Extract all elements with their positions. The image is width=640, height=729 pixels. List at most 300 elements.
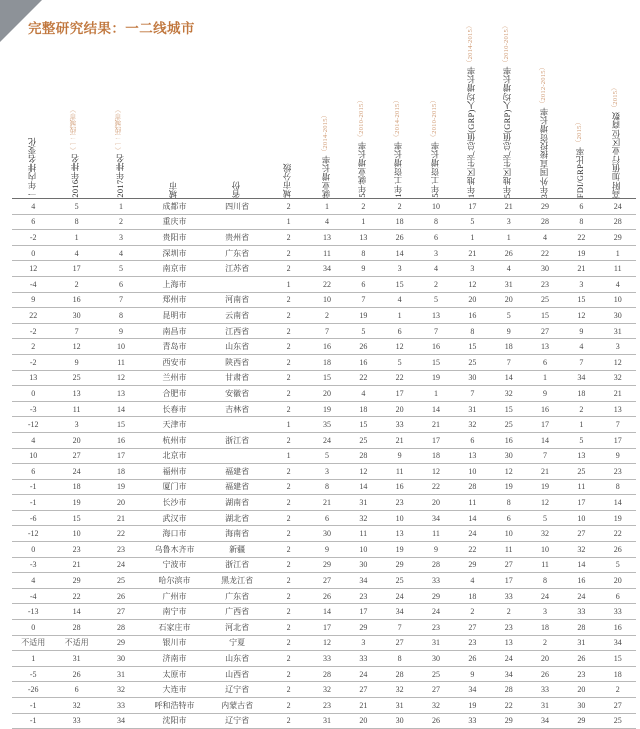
cell-city: 南昌市 [143, 323, 206, 339]
cell-rank_change: -1 [12, 479, 54, 495]
column-header-label: 城市分级 [283, 163, 293, 198]
cell-tier: 2 [268, 557, 308, 573]
cell-grp_pc_5y: 32 [491, 386, 527, 402]
cell-hv_lq: 31 [600, 323, 636, 339]
cell-tier: 2 [268, 479, 308, 495]
cell-hv_lq: 24 [600, 199, 636, 215]
cell-wage_1y: 2 [382, 199, 418, 215]
cell-rank_2017: 29 [99, 635, 143, 651]
cell-rank_change: -4 [12, 276, 54, 292]
cell-province: 浙江省 [206, 432, 269, 448]
cell-fdi_grp: 16 [563, 573, 599, 589]
cell-grp_pc_5y: 24 [491, 651, 527, 667]
cell-rank_change: -5 [12, 666, 54, 682]
cell-rank_2016: 16 [54, 292, 98, 308]
column-header-period: （2012-2015） [539, 62, 547, 107]
cell-province: 河北省 [206, 620, 269, 636]
cell-wage_1y: 20 [382, 401, 418, 417]
cell-grp_pc_1y: 11 [454, 495, 490, 511]
column-header-city[interactable] [143, 50, 206, 199]
cell-rank_2016: 6 [54, 682, 98, 698]
cell-wage_5y: 10 [418, 199, 454, 215]
cell-grp_pc_5y: 2 [491, 604, 527, 620]
cell-rank_2017: 1 [99, 199, 143, 215]
cell-hv_lq: 15 [600, 651, 636, 667]
cell-emp_1y: 4 [309, 214, 345, 230]
table-row[interactable] [12, 651, 636, 667]
cell-province: 广东省 [206, 588, 269, 604]
cell-fdi_grp: 3 [563, 276, 599, 292]
cell-grp_pc_5y: 18 [491, 339, 527, 355]
cell-fdi_3y: 25 [527, 292, 563, 308]
cell-rank_change: -1 [12, 713, 54, 729]
cell-tier: 2 [268, 510, 308, 526]
table-row[interactable] [12, 339, 636, 355]
column-header-label: 5年工资增长率 [430, 141, 440, 198]
cell-fdi_3y: 22 [527, 245, 563, 261]
cell-province: 吉林省 [206, 401, 269, 417]
cell-rank_2017: 10 [99, 339, 143, 355]
cell-grp_pc_5y: 34 [491, 666, 527, 682]
cell-grp_pc_1y: 30 [454, 370, 490, 386]
table-row[interactable] [12, 604, 636, 620]
cell-tier: 1 [268, 214, 308, 230]
cell-rank_change: 12 [12, 261, 54, 277]
cell-emp_5y: 17 [345, 604, 381, 620]
column-header-label: 1年地区生产总值(GRP)人均增长率 [466, 65, 476, 198]
table-row[interactable] [12, 542, 636, 558]
cell-tier: 2 [268, 354, 308, 370]
table-row[interactable] [12, 713, 636, 729]
cell-tier: 2 [268, 635, 308, 651]
table-row[interactable] [12, 526, 636, 542]
table-row[interactable] [12, 276, 636, 292]
column-header-emp_5y[interactable] [345, 50, 381, 199]
cell-rank_change: 4 [12, 432, 54, 448]
column-header-wage_5y[interactable] [418, 50, 454, 199]
cell-rank_2017: 28 [99, 620, 143, 636]
column-header-fdi_3y[interactable] [527, 50, 563, 199]
cell-province: 山西省 [206, 666, 269, 682]
cell-emp_5y: 20 [345, 713, 381, 729]
cell-fdi_grp: 21 [563, 261, 599, 277]
cell-rank_2016: 17 [54, 261, 98, 277]
cell-city: 贵阳市 [143, 230, 206, 246]
cell-tier: 2 [268, 666, 308, 682]
cell-rank_change: 0 [12, 245, 54, 261]
cell-tier: 2 [268, 620, 308, 636]
cell-rank_2017: 4 [99, 245, 143, 261]
cell-grp_pc_1y: 10 [454, 464, 490, 480]
cell-tier: 1 [268, 276, 308, 292]
column-header-hv_lq[interactable] [600, 50, 636, 199]
cell-fdi_3y: 17 [527, 417, 563, 433]
cell-rank_2016: 19 [54, 495, 98, 511]
cell-rank_change: 0 [12, 386, 54, 402]
cell-hv_lq: 25 [600, 713, 636, 729]
cell-rank_2017: 25 [99, 573, 143, 589]
cell-grp_pc_1y: 20 [454, 292, 490, 308]
column-header-province[interactable] [206, 50, 269, 199]
column-header-fdi_grp[interactable] [563, 50, 599, 199]
cell-fdi_3y: 32 [527, 526, 563, 542]
cell-wage_1y: 27 [382, 635, 418, 651]
column-header-label: 5年就业增长率 [357, 141, 367, 198]
cell-emp_5y: 13 [345, 230, 381, 246]
cell-grp_pc_5y: 10 [491, 526, 527, 542]
table-row[interactable] [12, 588, 636, 604]
cell-tier: 2 [268, 339, 308, 355]
cell-wage_5y: 8 [418, 214, 454, 230]
cell-grp_pc_5y: 28 [491, 682, 527, 698]
cell-fdi_grp: 33 [563, 604, 599, 620]
cell-rank_change: 1 [12, 651, 54, 667]
table-row[interactable] [12, 323, 636, 339]
cell-emp_1y: 10 [309, 292, 345, 308]
column-header-emp_1y[interactable] [309, 50, 345, 199]
table-row[interactable] [12, 573, 636, 589]
cell-rank_2016: 7 [54, 323, 98, 339]
cell-province: 甘肃省 [206, 370, 269, 386]
column-header-label: 高附加值行业区位商数 [612, 111, 622, 198]
cell-city: 北京市 [143, 448, 206, 464]
cell-wage_1y: 16 [382, 479, 418, 495]
cell-city: 南京市 [143, 261, 206, 277]
cell-emp_5y: 31 [345, 495, 381, 511]
cell-emp_1y: 15 [309, 370, 345, 386]
column-header-tier[interactable] [268, 50, 308, 199]
cell-rank_2017: 11 [99, 354, 143, 370]
cell-fdi_grp: 1 [563, 417, 599, 433]
column-header-period: （2010-2015） [503, 21, 511, 66]
cell-emp_5y: 5 [345, 323, 381, 339]
cell-fdi_grp: 18 [563, 386, 599, 402]
cell-wage_5y: 5 [418, 292, 454, 308]
table-row[interactable] [12, 261, 636, 277]
column-header-rank_change[interactable] [12, 50, 54, 199]
cell-hv_lq: 3 [600, 339, 636, 355]
cell-grp_pc_5y: 15 [491, 401, 527, 417]
table-row[interactable] [12, 620, 636, 636]
cell-emp_5y: 30 [345, 557, 381, 573]
cell-rank_2016: 不适用 [54, 635, 98, 651]
cell-fdi_3y: 14 [527, 432, 563, 448]
cell-wage_1y: 17 [382, 386, 418, 402]
cell-hv_lq: 9 [600, 448, 636, 464]
table-row[interactable] [12, 354, 636, 370]
cell-rank_2016: 22 [54, 588, 98, 604]
column-header-period: （一二线城市） [115, 106, 123, 154]
cell-emp_1y: 9 [309, 542, 345, 558]
cell-city: 深圳市 [143, 245, 206, 261]
cell-fdi_grp: 30 [563, 698, 599, 714]
cell-rank_2016: 14 [54, 604, 98, 620]
cell-grp_pc_1y: 18 [454, 588, 490, 604]
cell-rank_2017: 26 [99, 588, 143, 604]
cell-emp_1y: 18 [309, 354, 345, 370]
cell-emp_5y: 11 [345, 526, 381, 542]
column-header-label: 2016年排名 [71, 153, 81, 198]
cell-emp_1y: 23 [309, 698, 345, 714]
table-row[interactable] [12, 308, 636, 324]
cell-wage_5y: 25 [418, 666, 454, 682]
cell-emp_5y: 23 [345, 588, 381, 604]
table-row[interactable] [12, 682, 636, 698]
cell-rank_2016: 18 [54, 479, 98, 495]
table-row[interactable] [12, 464, 636, 480]
cell-rank_change: 0 [12, 542, 54, 558]
table-row[interactable] [12, 214, 636, 230]
cell-wage_1y: 13 [382, 526, 418, 542]
cell-emp_1y: 32 [309, 682, 345, 698]
column-header-wage_1y[interactable] [382, 50, 418, 199]
cell-grp_pc_1y: 6 [454, 432, 490, 448]
cell-grp_pc_5y: 14 [491, 370, 527, 386]
cell-grp_pc_1y: 7 [454, 386, 490, 402]
cell-emp_5y: 27 [345, 682, 381, 698]
cell-grp_pc_5y: 20 [491, 292, 527, 308]
cell-emp_5y: 34 [345, 573, 381, 589]
cell-province: 山东省 [206, 339, 269, 355]
cell-grp_pc_1y: 31 [454, 401, 490, 417]
cell-rank_2017: 32 [99, 682, 143, 698]
table-row[interactable] [12, 698, 636, 714]
table-row[interactable] [12, 230, 636, 246]
cell-wage_5y: 26 [418, 713, 454, 729]
cell-rank_2016: 31 [54, 651, 98, 667]
cell-grp_pc_1y: 29 [454, 557, 490, 573]
table-row[interactable] [12, 495, 636, 511]
cell-tier: 2 [268, 526, 308, 542]
cell-fdi_3y: 9 [527, 386, 563, 402]
cell-city: 厦门市 [143, 479, 206, 495]
cell-province: 黑龙江省 [206, 573, 269, 589]
cell-grp_pc_5y: 1 [491, 230, 527, 246]
column-header-period: （2014-2015） [394, 97, 402, 142]
cell-fdi_3y: 1 [527, 370, 563, 386]
cell-rank_2017: 18 [99, 464, 143, 480]
table-row[interactable] [12, 479, 636, 495]
column-header-rank_2016[interactable] [54, 50, 98, 199]
cell-fdi_3y: 8 [527, 573, 563, 589]
cell-hv_lq: 21 [600, 386, 636, 402]
table-row[interactable] [12, 292, 636, 308]
cell-city: 杭州市 [143, 432, 206, 448]
cell-grp_pc_5y: 23 [491, 620, 527, 636]
cell-fdi_grp: 2 [563, 401, 599, 417]
column-header-label: 城市 [169, 180, 179, 198]
cell-rank_2016: 4 [54, 245, 98, 261]
cell-fdi_3y: 31 [527, 698, 563, 714]
table-header-row [12, 50, 636, 199]
column-header-period: （一二线城市） [71, 106, 79, 154]
cell-grp_pc_1y: 19 [454, 698, 490, 714]
cell-hv_lq: 18 [600, 666, 636, 682]
cell-rank_change: -6 [12, 510, 54, 526]
cell-tier: 2 [268, 588, 308, 604]
cell-rank_2017: 20 [99, 495, 143, 511]
cell-emp_5y: 14 [345, 479, 381, 495]
cell-hv_lq: 6 [600, 588, 636, 604]
cell-hv_lq: 12 [600, 354, 636, 370]
cell-grp_pc_5y: 9 [491, 323, 527, 339]
cell-fdi_3y: 4 [527, 230, 563, 246]
cell-wage_1y: 32 [382, 682, 418, 698]
cell-fdi_3y: 16 [527, 401, 563, 417]
cell-rank_2017: 3 [99, 230, 143, 246]
cell-fdi_3y: 12 [527, 495, 563, 511]
cell-emp_1y: 31 [309, 713, 345, 729]
cell-tier: 2 [268, 651, 308, 667]
cell-fdi_grp: 7 [563, 354, 599, 370]
cell-grp_pc_5y: 26 [491, 245, 527, 261]
cell-province: 云南省 [206, 308, 269, 324]
cell-hv_lq: 17 [600, 432, 636, 448]
cell-emp_5y: 29 [345, 620, 381, 636]
cell-wage_5y: 16 [418, 339, 454, 355]
cell-rank_change: -12 [12, 526, 54, 542]
cell-wage_5y: 15 [418, 354, 454, 370]
cell-city: 长春市 [143, 401, 206, 417]
cell-rank_2016: 2 [54, 276, 98, 292]
cell-emp_5y: 26 [345, 339, 381, 355]
cell-grp_pc_5y: 17 [491, 573, 527, 589]
table-row[interactable] [12, 370, 636, 386]
table-row[interactable] [12, 432, 636, 448]
cell-tier: 2 [268, 573, 308, 589]
cell-province: 广东省 [206, 245, 269, 261]
cell-tier: 2 [268, 261, 308, 277]
cell-grp_pc_1y: 1 [454, 230, 490, 246]
cell-fdi_3y: 13 [527, 339, 563, 355]
cell-rank_2016: 10 [54, 526, 98, 542]
table-row[interactable] [12, 557, 636, 573]
cell-province: 湖北省 [206, 510, 269, 526]
cell-wage_5y: 29 [418, 588, 454, 604]
cell-emp_1y: 13 [309, 230, 345, 246]
cell-hv_lq: 10 [600, 292, 636, 308]
cell-province: 浙江省 [206, 557, 269, 573]
cell-city: 沈阳市 [143, 713, 206, 729]
cell-fdi_3y: 28 [527, 214, 563, 230]
cell-grp_pc_1y: 12 [454, 276, 490, 292]
column-header-label: 5年地区生产总值(GRP)人均增长率 [503, 65, 513, 198]
cell-rank_2017: 27 [99, 604, 143, 620]
cell-tier: 2 [268, 542, 308, 558]
cell-fdi_3y: 24 [527, 588, 563, 604]
cell-grp_pc_1y: 21 [454, 245, 490, 261]
cell-rank_change: -1 [12, 495, 54, 511]
cell-rank_2016: 23 [54, 542, 98, 558]
cell-emp_1y: 5 [309, 448, 345, 464]
cell-rank_2016: 1 [54, 230, 98, 246]
cell-tier: 2 [268, 323, 308, 339]
cell-fdi_grp: 4 [563, 339, 599, 355]
cell-rank_2016: 25 [54, 370, 98, 386]
cell-rank_2017: 13 [99, 386, 143, 402]
column-header-period: （2010-2015） [357, 97, 365, 142]
table-row[interactable] [12, 666, 636, 682]
column-header-rank_2017[interactable] [99, 50, 143, 199]
cell-grp_pc_5y: 12 [491, 464, 527, 480]
cell-emp_1y: 14 [309, 604, 345, 620]
table-row[interactable] [12, 401, 636, 417]
column-header-label: 1年工资增长率 [394, 141, 404, 198]
cell-grp_pc_1y: 2 [454, 604, 490, 620]
cell-grp_pc_1y: 3 [454, 261, 490, 277]
cell-tier: 1 [268, 448, 308, 464]
table-row[interactable] [12, 510, 636, 526]
column-header-grp_pc_5y[interactable] [491, 21, 527, 199]
cell-grp_pc_5y: 11 [491, 542, 527, 558]
cell-grp_pc_5y: 25 [491, 417, 527, 433]
table-body [12, 199, 636, 729]
cell-rank_2016: 27 [54, 448, 98, 464]
cell-wage_1y: 34 [382, 604, 418, 620]
cell-rank_2016: 8 [54, 214, 98, 230]
cell-grp_pc_1y: 15 [454, 339, 490, 355]
cell-fdi_grp: 12 [563, 308, 599, 324]
cell-emp_5y: 9 [345, 261, 381, 277]
cell-rank_2017: 16 [99, 432, 143, 448]
table-row[interactable] [12, 199, 636, 215]
table-row[interactable] [12, 417, 636, 433]
table-row[interactable] [12, 386, 636, 402]
table-row[interactable] [12, 448, 636, 464]
cell-emp_1y: 6 [309, 510, 345, 526]
cell-grp_pc_5y: 3 [491, 214, 527, 230]
column-header-label: 一年内排名变化 [27, 137, 37, 198]
cell-rank_change: -1 [12, 698, 54, 714]
cell-emp_1y: 7 [309, 323, 345, 339]
cell-tier: 2 [268, 432, 308, 448]
cell-province: 内蒙古省 [206, 698, 269, 714]
cell-hv_lq: 20 [600, 573, 636, 589]
cell-wage_1y: 26 [382, 230, 418, 246]
cell-rank_change: -2 [12, 230, 54, 246]
cell-wage_5y: 22 [418, 479, 454, 495]
cell-emp_5y: 6 [345, 276, 381, 292]
cell-fdi_grp: 32 [563, 542, 599, 558]
cell-wage_5y: 33 [418, 573, 454, 589]
cell-rank_2017: 5 [99, 261, 143, 277]
column-header-label: FDI/GRP比率 [575, 146, 585, 198]
column-header-label: 3年外国直接投资增长率 [539, 106, 549, 198]
cell-rank_2016: 30 [54, 308, 98, 324]
column-header-grp_pc_1y[interactable] [454, 21, 490, 199]
cell-province: 湖南省 [206, 495, 269, 511]
table-row[interactable] [12, 635, 636, 651]
cell-wage_5y: 4 [418, 261, 454, 277]
cell-rank_2016: 24 [54, 464, 98, 480]
cell-emp_1y: 12 [309, 635, 345, 651]
cell-emp_5y: 21 [345, 698, 381, 714]
cell-fdi_3y: 11 [527, 557, 563, 573]
cell-hv_lq: 8 [600, 479, 636, 495]
cell-fdi_grp: 22 [563, 230, 599, 246]
cell-fdi_grp: 15 [563, 292, 599, 308]
cell-wage_5y: 28 [418, 557, 454, 573]
cell-hv_lq: 34 [600, 635, 636, 651]
cell-wage_1y: 30 [382, 713, 418, 729]
cell-wage_1y: 7 [382, 620, 418, 636]
cell-rank_change: 不适用 [12, 635, 54, 651]
cell-city: 海口市 [143, 526, 206, 542]
cell-province: 辽宁省 [206, 713, 269, 729]
cell-province: 河南省 [206, 292, 269, 308]
cell-fdi_grp: 20 [563, 682, 599, 698]
table-row[interactable] [12, 245, 636, 261]
